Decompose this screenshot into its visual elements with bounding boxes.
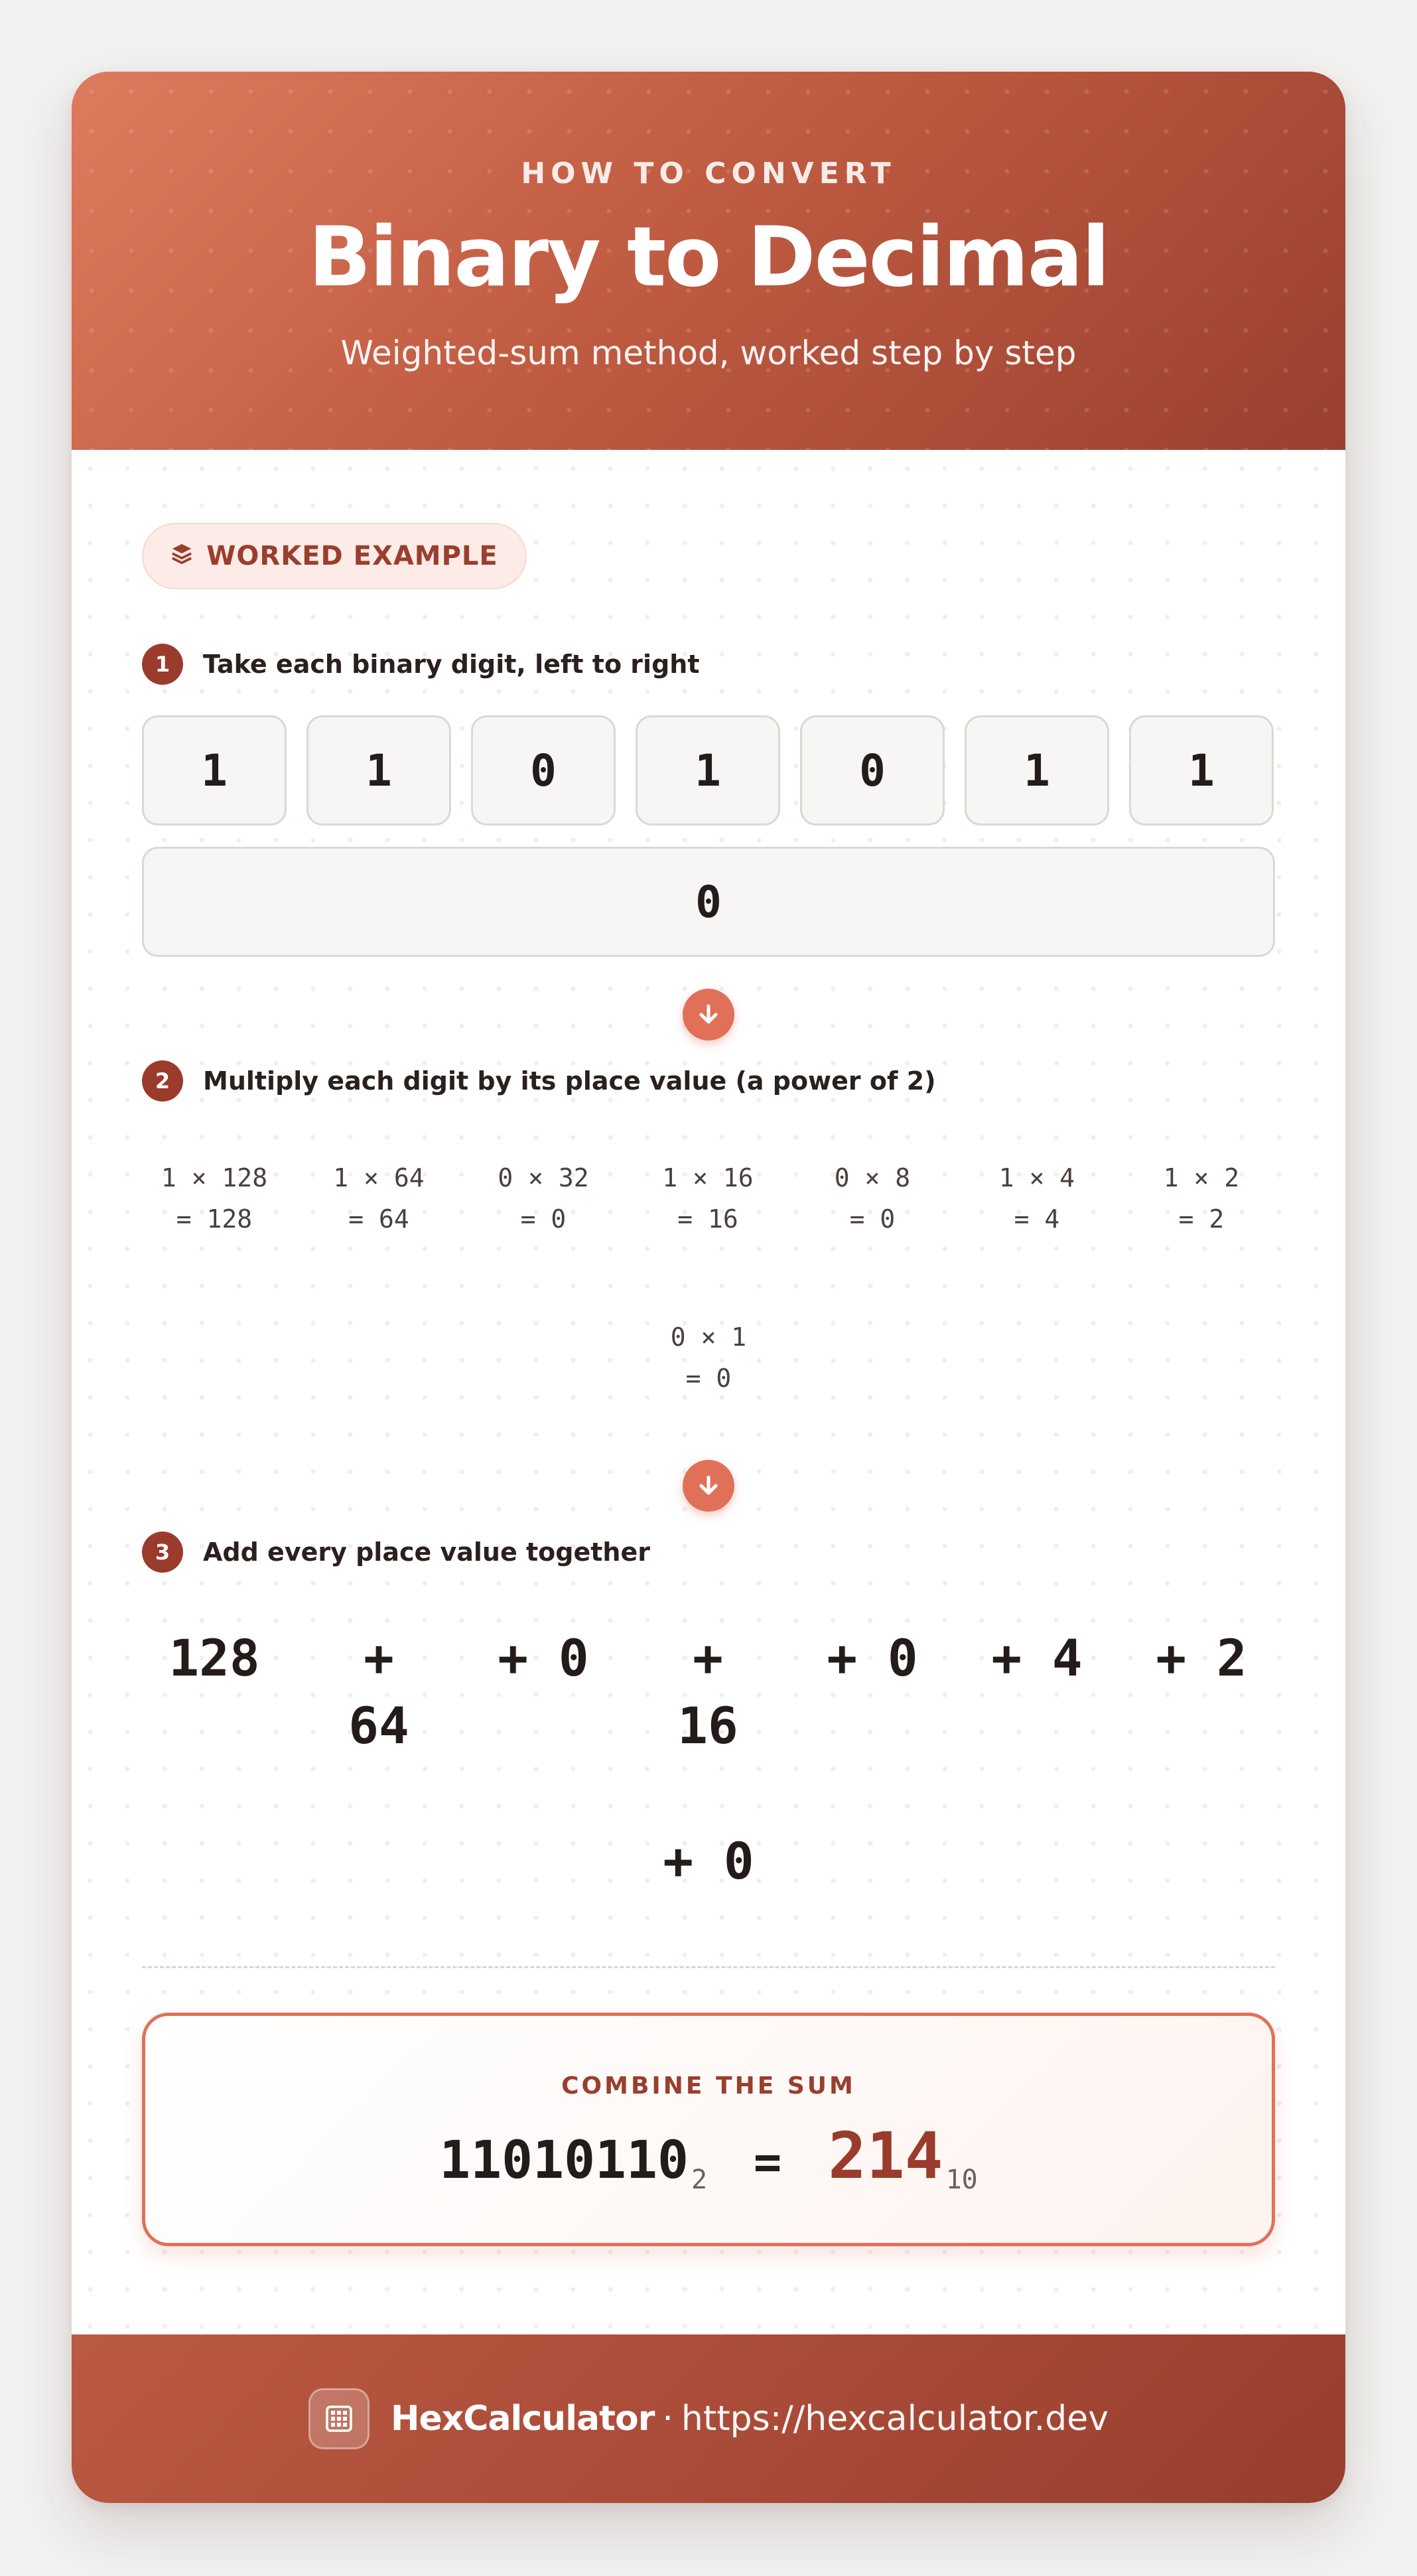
result-label: COMBINE THE SUM bbox=[561, 2072, 856, 2100]
binary-digit-7: 1 bbox=[1129, 715, 1274, 825]
product-result: = 0 bbox=[520, 1204, 567, 1234]
binary-digit-3: 0 bbox=[471, 715, 616, 825]
place-value-product-6 bbox=[964, 1157, 1110, 1240]
sum-term-line: + bbox=[693, 1628, 723, 1687]
product-expression: 0 × 8 bbox=[834, 1163, 911, 1192]
worked-example-badge bbox=[142, 523, 527, 589]
sum-term-line: + 0 bbox=[498, 1628, 589, 1687]
binary-digit-2: 1 bbox=[306, 715, 451, 825]
sum-term-line: + 0 bbox=[827, 1628, 918, 1687]
product-expression: 1 × 128 bbox=[161, 1163, 268, 1192]
sum-term-2 bbox=[306, 1624, 452, 1760]
binary-digit-1: 1 bbox=[142, 715, 287, 825]
header-banner bbox=[72, 72, 1345, 450]
infographic-card bbox=[72, 72, 1345, 2503]
binary-digit-6: 1 bbox=[965, 715, 1109, 825]
sum-term-8 bbox=[636, 1827, 781, 1895]
footer-separator: · bbox=[662, 2399, 673, 2439]
product-result: = 64 bbox=[348, 1204, 409, 1234]
place-value-product-1 bbox=[141, 1157, 287, 1240]
sum-term-7 bbox=[1128, 1624, 1274, 1692]
product-expression: 1 × 16 bbox=[662, 1163, 754, 1192]
product-result: = 128 bbox=[176, 1204, 253, 1234]
product-result: = 16 bbox=[677, 1204, 738, 1234]
sum-term-line: 128 bbox=[169, 1628, 260, 1687]
product-expression: 0 × 1 bbox=[670, 1323, 747, 1352]
place-value-product-5 bbox=[799, 1157, 945, 1240]
sum-term-line: + 0 bbox=[663, 1831, 754, 1891]
arrow-down-icon bbox=[683, 1460, 734, 1512]
product-expression: 1 × 2 bbox=[1163, 1163, 1240, 1192]
sum-term-line: 16 bbox=[677, 1696, 738, 1755]
layers-icon bbox=[170, 541, 193, 571]
footer-bar bbox=[72, 2334, 1345, 2503]
sum-term-4 bbox=[635, 1624, 781, 1760]
page-subtitle: Weighted-sum method, worked step by step bbox=[340, 334, 1077, 372]
product-result: = 0 bbox=[849, 1204, 896, 1234]
brand-name: HexCalculator bbox=[390, 2399, 655, 2439]
decimal-base: 10 bbox=[945, 2165, 978, 2195]
step-3-title: Add every place value together bbox=[203, 1538, 650, 1567]
sum-term-line: + 2 bbox=[1156, 1628, 1247, 1687]
place-value-product-2 bbox=[306, 1157, 452, 1240]
place-value-product-3 bbox=[470, 1157, 616, 1240]
page-title: Binary to Decimal bbox=[308, 210, 1109, 305]
site-url-link[interactable]: https://hexcalculator.dev bbox=[681, 2399, 1109, 2439]
binary-digit-5: 0 bbox=[800, 715, 945, 825]
product-expression: 1 × 64 bbox=[333, 1163, 425, 1192]
sum-term-line: 64 bbox=[348, 1696, 409, 1755]
step-3-number: 3 bbox=[142, 1532, 183, 1573]
binary-digit-8: 0 bbox=[142, 847, 1275, 957]
section-divider bbox=[142, 1966, 1275, 1968]
product-result: = 4 bbox=[1014, 1204, 1060, 1234]
product-result: = 0 bbox=[685, 1364, 732, 1393]
binary-base: 2 bbox=[691, 2165, 708, 2195]
equals-sign: = bbox=[754, 2135, 782, 2189]
sum-term-1 bbox=[141, 1624, 287, 1692]
place-value-product-4 bbox=[635, 1157, 781, 1240]
step-2-number: 2 bbox=[142, 1060, 183, 1102]
step-1-heading bbox=[142, 644, 700, 685]
product-expression: 0 × 32 bbox=[498, 1163, 589, 1192]
header-eyebrow: HOW TO CONVERT bbox=[521, 157, 896, 190]
step-2-heading bbox=[142, 1060, 936, 1102]
sum-term-6 bbox=[964, 1624, 1110, 1692]
result-equation bbox=[145, 2119, 1272, 2195]
place-value-product-7 bbox=[1128, 1157, 1274, 1240]
step-2-title: Multiply each digit by its place value (a power of 2) bbox=[203, 1066, 936, 1096]
binary-digit-4: 1 bbox=[636, 715, 780, 825]
sum-term-5 bbox=[799, 1624, 945, 1692]
sum-term-3 bbox=[470, 1624, 616, 1692]
step-3-heading bbox=[142, 1532, 650, 1573]
step-1-number: 1 bbox=[142, 644, 183, 685]
product-expression: 1 × 4 bbox=[998, 1163, 1075, 1192]
sum-term-line: + 4 bbox=[991, 1628, 1083, 1687]
badge-label: WORKED EXAMPLE bbox=[206, 541, 498, 571]
place-value-product-8 bbox=[636, 1317, 781, 1399]
step-1-title: Take each binary digit, left to right bbox=[203, 650, 700, 679]
product-result: = 2 bbox=[1178, 1204, 1225, 1234]
arrow-down-icon bbox=[683, 989, 734, 1040]
sum-term-line: + bbox=[364, 1628, 394, 1687]
result-box bbox=[142, 2013, 1275, 2246]
calculator-icon bbox=[308, 2388, 370, 2449]
binary-value: 11010110 bbox=[439, 2131, 689, 2190]
decimal-value: 214 bbox=[828, 2119, 943, 2193]
